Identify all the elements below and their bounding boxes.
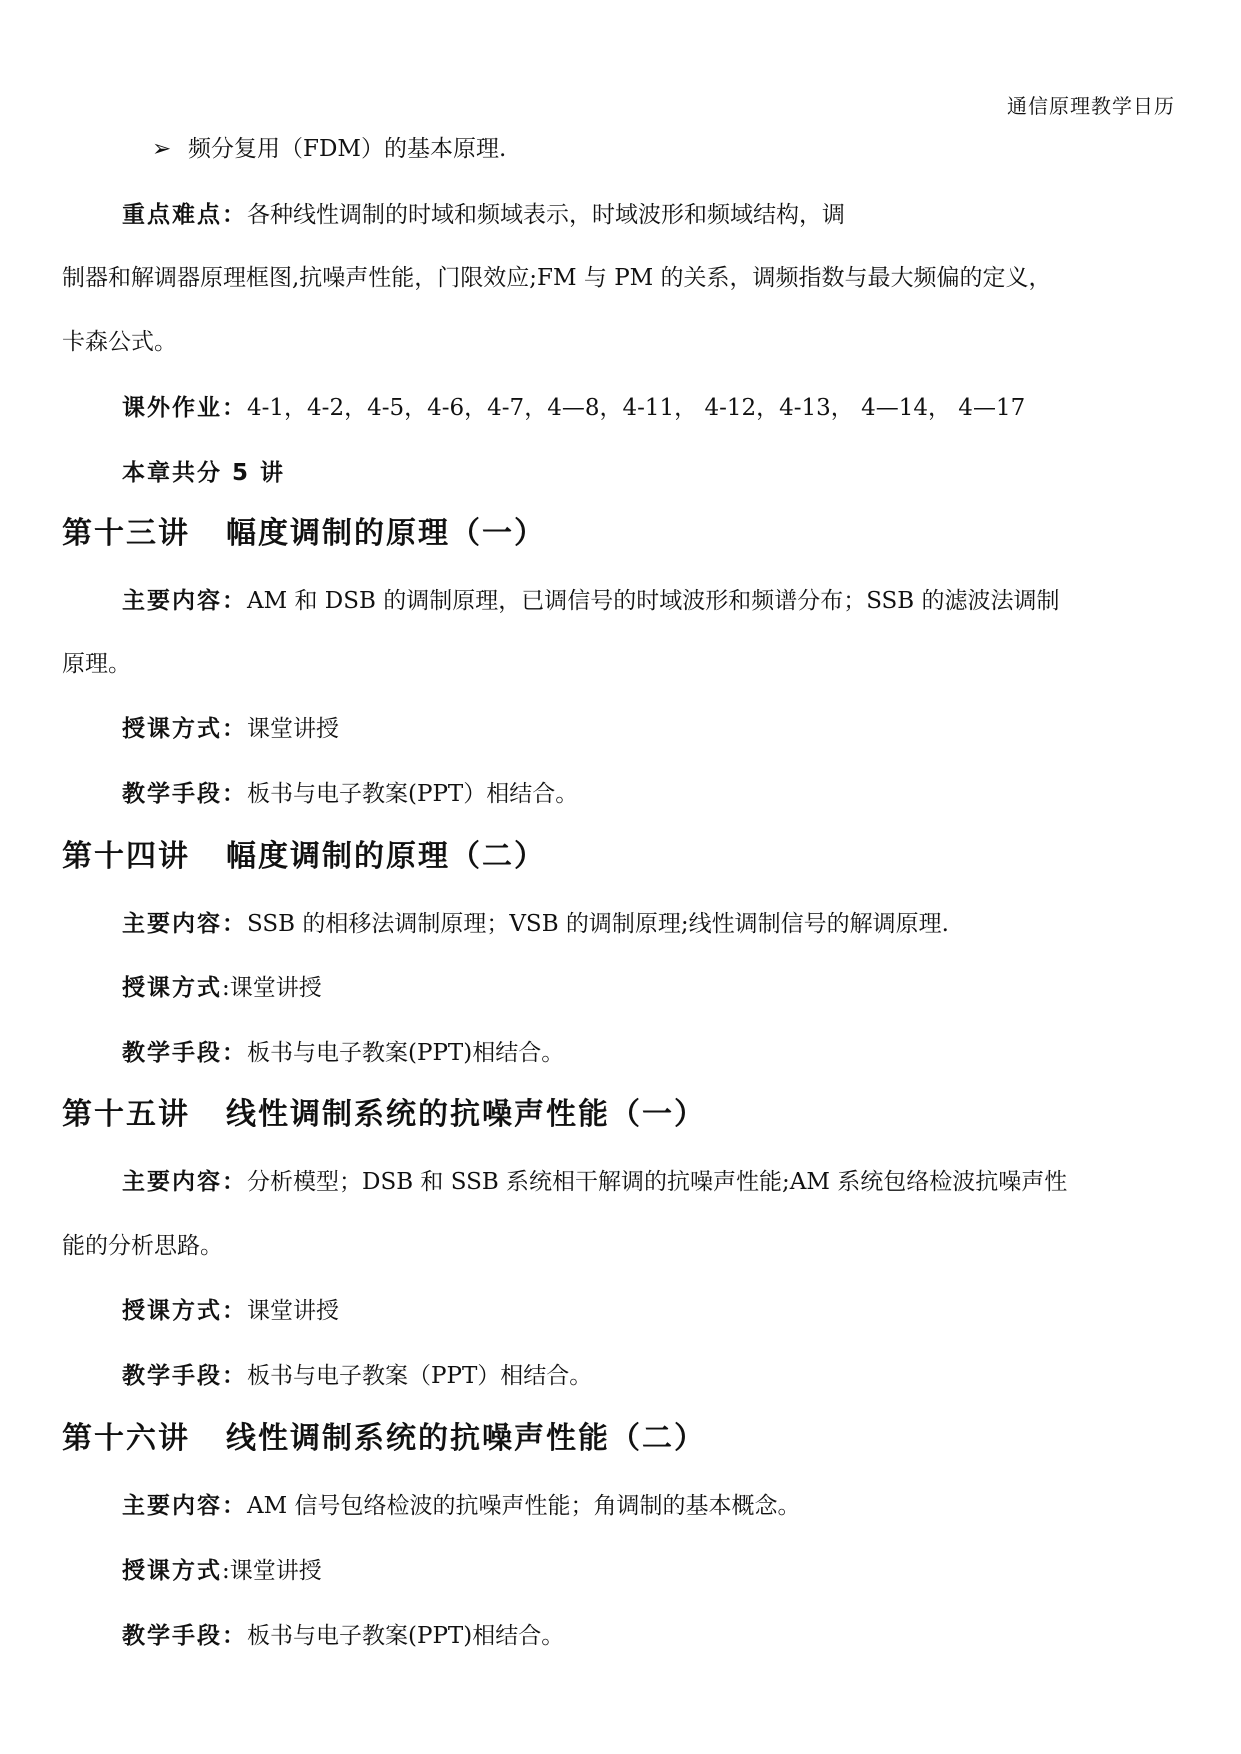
means-text: 板书与电子教案(PPT)相结合。 bbox=[247, 1040, 565, 1066]
chapter-count-text: 本章共分 5 讲 bbox=[122, 460, 286, 486]
key-points-line1 bbox=[122, 199, 845, 231]
homework-line bbox=[122, 392, 1025, 424]
method-text: :课堂讲授 bbox=[222, 1558, 322, 1584]
content-text: AM 信号包络检波的抗噪声性能；角调制的基本概念。 bbox=[247, 1493, 801, 1519]
method-text: :课堂讲授 bbox=[222, 975, 322, 1001]
lecture-16-means bbox=[122, 1620, 564, 1652]
lecture-number: 第十四讲 bbox=[62, 839, 190, 874]
method-label: 授课方式： bbox=[122, 1298, 247, 1324]
key-points-label: 重点难点： bbox=[122, 202, 247, 228]
bullet-arrow-icon: ➢ bbox=[152, 136, 172, 162]
lecture-number: 第十六讲 bbox=[62, 1421, 190, 1456]
lecture-14-heading bbox=[62, 837, 546, 877]
means-label: 教学手段： bbox=[122, 1623, 247, 1649]
chapter-count bbox=[122, 457, 285, 489]
method-label: 授课方式 bbox=[122, 975, 222, 1001]
lecture-13-means bbox=[122, 778, 578, 810]
lecture-14-means bbox=[122, 1037, 564, 1069]
lecture-title: 线性调制系统的抗噪声性能（二） bbox=[226, 1421, 706, 1456]
lecture-14-content bbox=[122, 908, 949, 940]
content-text: AM 和 DSB 的调制原理，已调信号的时域波形和频谱分布；SSB 的滤波法调制 bbox=[247, 588, 1060, 614]
method-label: 授课方式 bbox=[122, 1558, 222, 1584]
lecture-number: 第十三讲 bbox=[62, 516, 190, 551]
lecture-15-content bbox=[122, 1166, 1067, 1198]
lecture-13-heading bbox=[62, 514, 546, 554]
lecture-15-content-cont: 能的分析思路。 bbox=[62, 1233, 223, 1259]
means-text: 板书与电子教案（PPT）相结合。 bbox=[247, 1363, 593, 1389]
lecture-title: 幅度调制的原理（一） bbox=[226, 516, 546, 551]
homework-label: 课外作业： bbox=[122, 395, 247, 421]
key-points-text1: 各种线性调制的时域和频域表示，时域波形和频域结构，调 bbox=[247, 202, 845, 228]
lecture-15-means bbox=[122, 1360, 592, 1392]
key-points-line2: 制器和解调器原理框图,抗噪声性能，门限效应;FM 与 PM 的关系，调频指数与最大频偏的定义， bbox=[62, 265, 1052, 291]
means-label: 教学手段： bbox=[122, 781, 247, 807]
lecture-16-content bbox=[122, 1490, 800, 1522]
lecture-title: 线性调制系统的抗噪声性能（一） bbox=[226, 1097, 706, 1132]
fdm-bullet bbox=[152, 133, 506, 165]
lecture-13-method bbox=[122, 713, 339, 745]
method-label: 授课方式： bbox=[122, 716, 247, 742]
lecture-13-content bbox=[122, 585, 1060, 617]
content-text: SSB 的相移法调制原理；VSB 的调制原理;线性调制信号的解调原理. bbox=[247, 911, 949, 937]
content-label: 主要内容： bbox=[122, 1493, 247, 1519]
content-label: 主要内容： bbox=[122, 911, 247, 937]
lecture-15-heading bbox=[62, 1095, 706, 1135]
bullet-text: 频分复用（FDM）的基本原理. bbox=[188, 136, 507, 162]
content-label: 主要内容： bbox=[122, 588, 247, 614]
lecture-14-method bbox=[122, 972, 322, 1004]
homework-text: 4-1，4-2，4-5，4-6，4-7，4—8，4-11， 4-12，4-13， 4—14， 4—17 bbox=[247, 395, 1026, 421]
lecture-13-content-cont: 原理。 bbox=[62, 651, 131, 677]
running-header: 通信原理教学日历 bbox=[1007, 94, 1175, 118]
method-text: 课堂讲授 bbox=[247, 1298, 339, 1324]
lecture-16-heading bbox=[62, 1419, 706, 1459]
lecture-number: 第十五讲 bbox=[62, 1097, 190, 1132]
means-label: 教学手段： bbox=[122, 1040, 247, 1066]
lecture-16-method bbox=[122, 1555, 322, 1587]
key-points-line3: 卡森公式。 bbox=[62, 329, 177, 355]
content-text: 分析模型；DSB 和 SSB 系统相干解调的抗噪声性能;AM 系统包络检波抗噪声性 bbox=[247, 1169, 1068, 1195]
lecture-title: 幅度调制的原理（二） bbox=[226, 839, 546, 874]
method-text: 课堂讲授 bbox=[247, 716, 339, 742]
means-text: 板书与电子教案(PPT）相结合。 bbox=[247, 781, 579, 807]
means-label: 教学手段： bbox=[122, 1363, 247, 1389]
means-text: 板书与电子教案(PPT)相结合。 bbox=[247, 1623, 565, 1649]
lecture-15-method bbox=[122, 1295, 339, 1327]
content-label: 主要内容： bbox=[122, 1169, 247, 1195]
